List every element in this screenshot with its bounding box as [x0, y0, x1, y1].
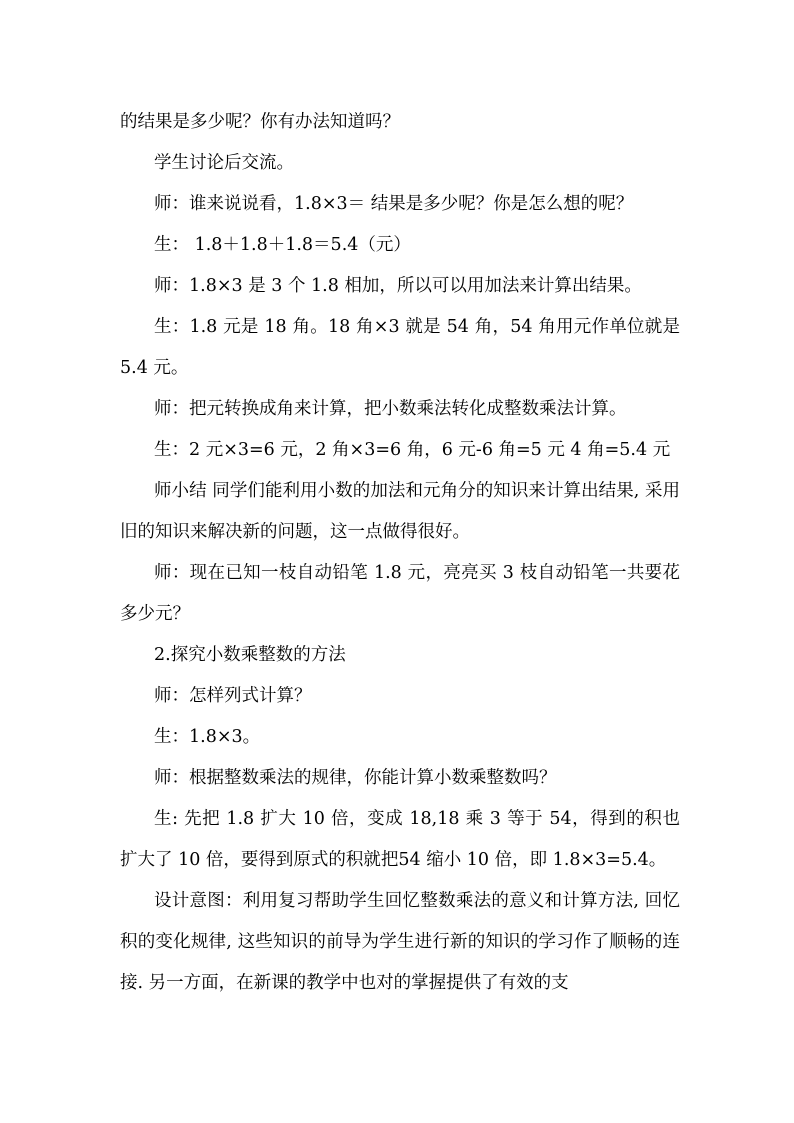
section-heading: 2.探究小数乘整数的方法	[154, 645, 346, 665]
paragraph-student-jiao: 生：1.8 元是 18 角。18 角×3 就是 54 角，54 角用元作单位就是 5.4 元。	[120, 317, 680, 378]
paragraph-student-method: 生: 先把 1.8 扩大 10 倍，变成 18,18 乘 3 等于 54，得到的积也扩大了 10 倍，要得到原式的积就把54 缩小 10 倍，即 1.8×3=5.4。	[120, 809, 680, 870]
paragraph-teacher-explain-addition: 师：1.8×3 是 3 个 1.8 相加，所以可以用加法来计算出结果。	[154, 276, 642, 296]
paragraph-student-formula: 生：1.8×3。	[154, 727, 261, 747]
document-body	[120, 102, 680, 1004]
paragraph-student-split: 生：2 元×3=6 元，2 角×3=6 角，6 元-6 角=5 元 4 角=5.4 元	[154, 440, 671, 460]
paragraph-teacher-rule: 师：根据整数乘法的规律，你能计算小数乘整数吗？	[154, 768, 557, 788]
paragraph-design-intent: 设计意图：利用复习帮助学生回忆整数乘法的意义和计算方法, 回忆积的变化规律, 这些知识的前导为学生进行新的知识的学习作了顺畅的连接. 另一方面，在新课的教学中也对的掌握提供了有效的支	[120, 891, 680, 993]
paragraph-continuation: 的结果是多少呢？你有办法知道吗？	[120, 112, 400, 132]
paragraph-student-addition: 生： 1.8＋1.8＋1.8＝5.4（元）	[154, 235, 411, 255]
paragraph-teacher-question: 师：谁来说说看，1.8×3＝ 结果是多少呢？你是怎么想的呢？	[154, 194, 634, 214]
paragraph-teacher-convert: 师：把元转换成角来计算，把小数乘法转化成整数乘法计算。	[154, 399, 627, 419]
paragraph-teacher-summary: 师小结 同学们能利用小数的加法和元角分的知识来计算出结果, 采用旧的知识来解决新的问题，这一点做得很好。	[120, 481, 680, 542]
paragraph-discussion: 学生讨论后交流。	[154, 153, 294, 173]
paragraph-teacher-formula: 师：怎样列式计算？	[154, 686, 312, 706]
paragraph-teacher-pencil: 师：现在已知一枝自动铅笔 1.8 元，亮亮买 3 枝自动铅笔一共要花多少元？	[120, 563, 680, 624]
